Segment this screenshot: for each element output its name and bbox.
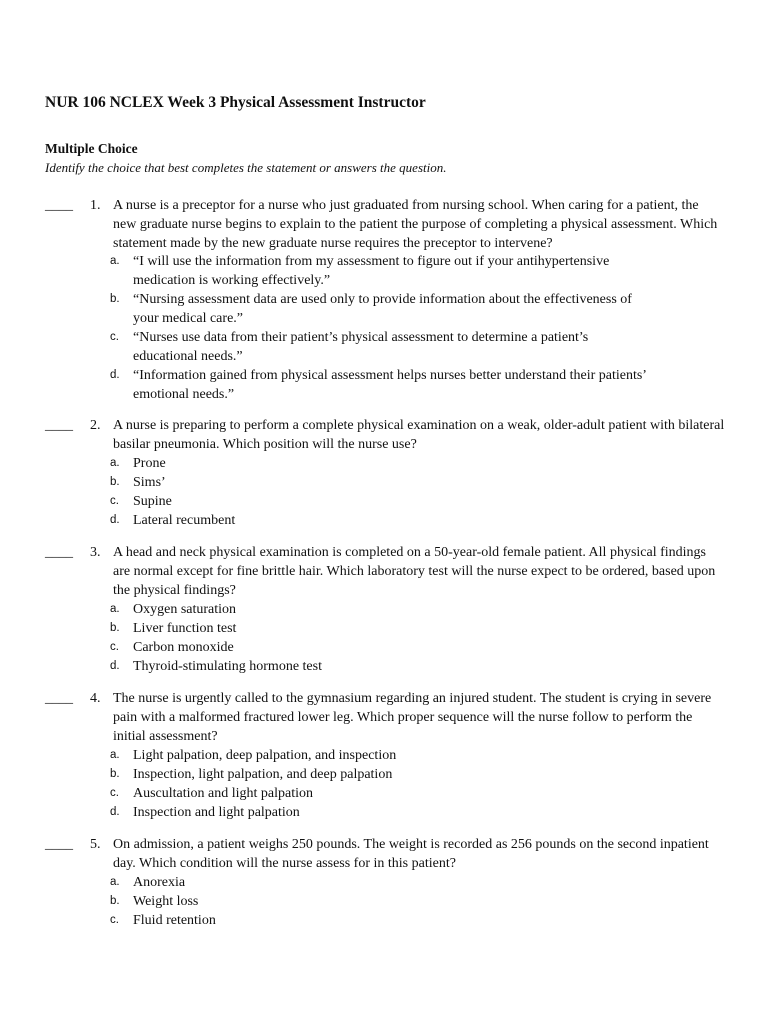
choice-text: Fluid retention [133,913,216,928]
choice-letter: b. [110,895,120,907]
choice-letter: a. [110,255,120,267]
choice-text: Anorexia [133,875,186,890]
choice-letter: c. [110,914,119,926]
question-text: A nurse is a preceptor for a nurse who just graduated from nursing school. When caring for a patient, the new graduate nurse begins to explain to the patient the purpose of completing a physical assessment. Which statement made by the new graduate nurse requires the preceptor to intervene? [113,198,718,251]
choice-letter: a. [110,749,120,761]
choice-text: Auscultation and light palpation [133,786,314,801]
choice-letter: a. [110,876,120,888]
choice-letter: a. [110,603,120,615]
choice-text: Lateral recumbent [133,513,236,528]
choice-letter: b. [110,476,120,488]
choice-letter: a. [110,457,120,469]
question-number: 5. [90,837,101,852]
choice-text: Carbon monoxide [133,640,234,655]
choice-text: Liver function test [133,621,237,636]
answer-blank: ____ [45,418,73,433]
question-number: 3. [90,545,101,560]
question-text: A head and neck physical examination is completed on a 50-year-old female patient. All physical findings are normal except for fine brittle hair. Which laboratory test will the nurse expect to be ordered, based upon the physical findings? [113,545,716,598]
question-number: 1. [90,198,101,213]
choice-text: “Information gained from physical assessment helps nurses better understand their patients’ emotional needs.” [133,368,646,402]
choice-text: Oxygen saturation [133,602,237,617]
answer-blank: ____ [45,198,73,213]
question-text: A nurse is preparing to perform a complete physical examination on a weak, older-adult patient with bilateral basilar pneumonia. Which position will the nurse use? [113,418,725,452]
choice-letter: c. [110,331,119,343]
choice-text: “Nurses use data from their patient’s physical assessment to determine a patient’s educational needs.” [133,330,589,364]
choice-letter: d. [110,369,120,381]
question-text: On admission, a patient weighs 250 pounds. The weight is recorded as 256 pounds on the second inpatient day. Which condition will the nurse assess for in this patient? [113,837,709,871]
answer-blank: ____ [45,545,73,560]
choice-letter: d. [110,806,120,818]
choice-text: Inspection, light palpation, and deep palpation [133,767,393,782]
choice-letter: c. [110,787,119,799]
choice-text: Prone [133,456,166,471]
answer-blank: ____ [45,837,73,852]
choice-letter: b. [110,622,120,634]
choice-text: Sims’ [133,475,166,490]
choice-text: Supine [133,494,172,509]
choice-letter: c. [110,495,119,507]
document-title: NUR 106 NCLEX Week 3 Physical Assessment Instructor [45,94,426,111]
answer-blank: ____ [45,691,73,706]
choice-letter: b. [110,293,120,305]
choice-letter: d. [110,514,120,526]
section-instruction: Identify the choice that best completes the statement or answers the question. [45,160,447,175]
question-number: 4. [90,691,101,706]
choice-letter: d. [110,660,120,672]
question-number: 2. [90,418,101,433]
question-text: The nurse is urgently called to the gymnasium regarding an injured student. The student is crying in severe pain with a malformed fractured lower leg. Which proper sequence will the nurse follow to perform the initial assessment? [113,691,712,744]
choice-letter: b. [110,768,120,780]
choice-text: Inspection and light palpation [133,805,300,820]
section-heading: Multiple Choice [45,141,138,156]
choice-text: Thyroid-stimulating hormone test [133,659,322,674]
choice-text: Weight loss [133,894,199,909]
choice-text: “I will use the information from my assessment to figure out if your antihypertensive medication is working effectively.” [133,254,610,288]
choice-text: Light palpation, deep palpation, and inspection [133,748,397,763]
choice-letter: c. [110,641,119,653]
choice-text: “Nursing assessment data are used only to provide information about the effectiveness of your medical care.” [133,292,632,326]
